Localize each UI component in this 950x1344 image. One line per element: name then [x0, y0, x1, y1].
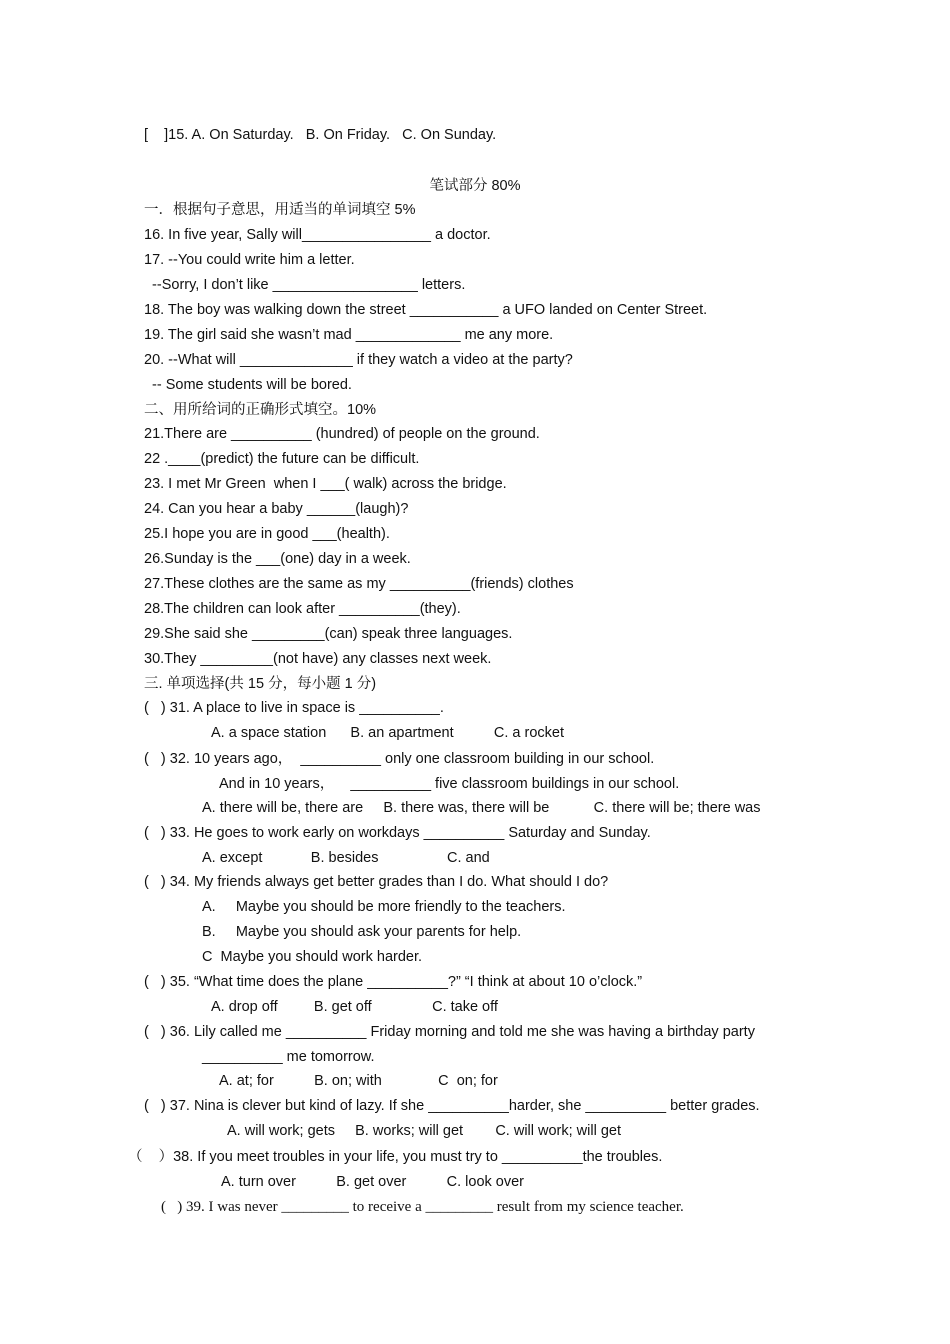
question-34-option-b: B. Maybe you should ask your parents for help.: [202, 924, 522, 940]
question-23: 23. I met Mr Green when I ___( walk) across the bridge.: [144, 476, 507, 492]
question-36b: __________ me tomorrow.: [202, 1049, 375, 1065]
question-35-options: A. drop off B. get off C. take off: [211, 999, 498, 1015]
question-15: [ ]15. A. On Saturday. B. On Friday. C. On Sunday.: [144, 127, 497, 143]
question-19: 19. The girl said she wasn’t mad _____________ me any more.: [144, 327, 554, 343]
question-32a: ( ) 32. 10 years ago， __________ only one classroom building in our school.: [144, 751, 655, 767]
question-30: 30.They _________(not have) any classes next week.: [144, 651, 492, 667]
question-27: 27.These clothes are the same as my __________(friends) clothes: [144, 576, 574, 592]
question-16: 16. In five year, Sally will________________ a doctor.: [144, 227, 491, 243]
question-26: 26.Sunday is the ___(one) day in a week.: [144, 551, 411, 567]
question-20a: 20. --What will ______________ if they watch a video at the party?: [144, 352, 573, 368]
question-37-options: A. will work; gets B. works; will get C. will work; will get: [227, 1123, 621, 1139]
question-22: 22 .____(predict) the future can be difficult.: [144, 451, 420, 467]
question-32-options: A. there will be, there are B. there was, there will be C. there will be; there was: [202, 800, 761, 816]
question-33: ( ) 33. He goes to work early on workdays __________ Saturday and Sunday.: [144, 825, 651, 841]
section-2-heading: 二、用所给词的正确形式填空。10%: [144, 402, 377, 418]
question-28: 28.The children can look after __________(they).: [144, 601, 461, 617]
question-36-options: A. at; for B. on; with C on; for: [219, 1073, 498, 1089]
section-3-heading: 三. 单项选择(共 15 分，每小题 1 分): [144, 676, 377, 692]
question-36a: ( ) 36. Lily called me __________ Friday morning and told me she was having a birthday party: [144, 1024, 755, 1040]
question-17a: 17. --You could write him a letter.: [144, 252, 355, 268]
question-33-options: A. except B. besides C. and: [202, 850, 490, 866]
question-31: ( ) 31. A place to live in space is __________.: [144, 700, 444, 716]
question-32b: And in 10 years， __________ five classroom buildings in our school.: [219, 776, 680, 792]
question-21: 21.There are __________ (hundred) of people on the ground.: [144, 426, 540, 442]
section-1-heading: 一．根据句子意思，用适当的单词填空 5%: [144, 202, 416, 218]
question-38: （ ）38. If you meet troubles in your life, you must try to __________the troubles.: [128, 1149, 663, 1165]
question-31-options: A. a space station B. an apartment C. a rocket: [211, 725, 564, 741]
question-38-options: A. turn over B. get over C. look over: [221, 1174, 525, 1190]
question-20b: -- Some students will be bored.: [144, 377, 352, 393]
question-24: 24. Can you hear a baby ______(laugh)?: [144, 501, 409, 517]
question-34: ( ) 34. My friends always get better grades than I do. What should I do?: [144, 874, 609, 890]
question-39: ( ) 39. I was never _________ to receive a _________ result from my science teacher.: [161, 1199, 684, 1215]
question-17b: --Sorry, I don’t like __________________ letters.: [144, 277, 466, 293]
question-25: 25.I hope you are in good ___(health).: [144, 526, 390, 542]
written-section-title: 笔试部分 80%: [429, 178, 521, 194]
question-18: 18. The boy was walking down the street ___________ a UFO landed on Center Street.: [144, 302, 708, 318]
question-34-option-a: A. Maybe you should be more friendly to the teachers.: [202, 899, 566, 915]
question-35: ( ) 35. “What time does the plane __________?” “I think at about 10 o’clock.”: [144, 974, 643, 990]
question-34-option-c: C Maybe you should work harder.: [202, 949, 423, 965]
question-29: 29.She said she _________(can) speak three languages.: [144, 626, 513, 642]
question-37: ( ) 37. Nina is clever but kind of lazy. If she __________harder, she __________ better grades.: [144, 1098, 760, 1114]
